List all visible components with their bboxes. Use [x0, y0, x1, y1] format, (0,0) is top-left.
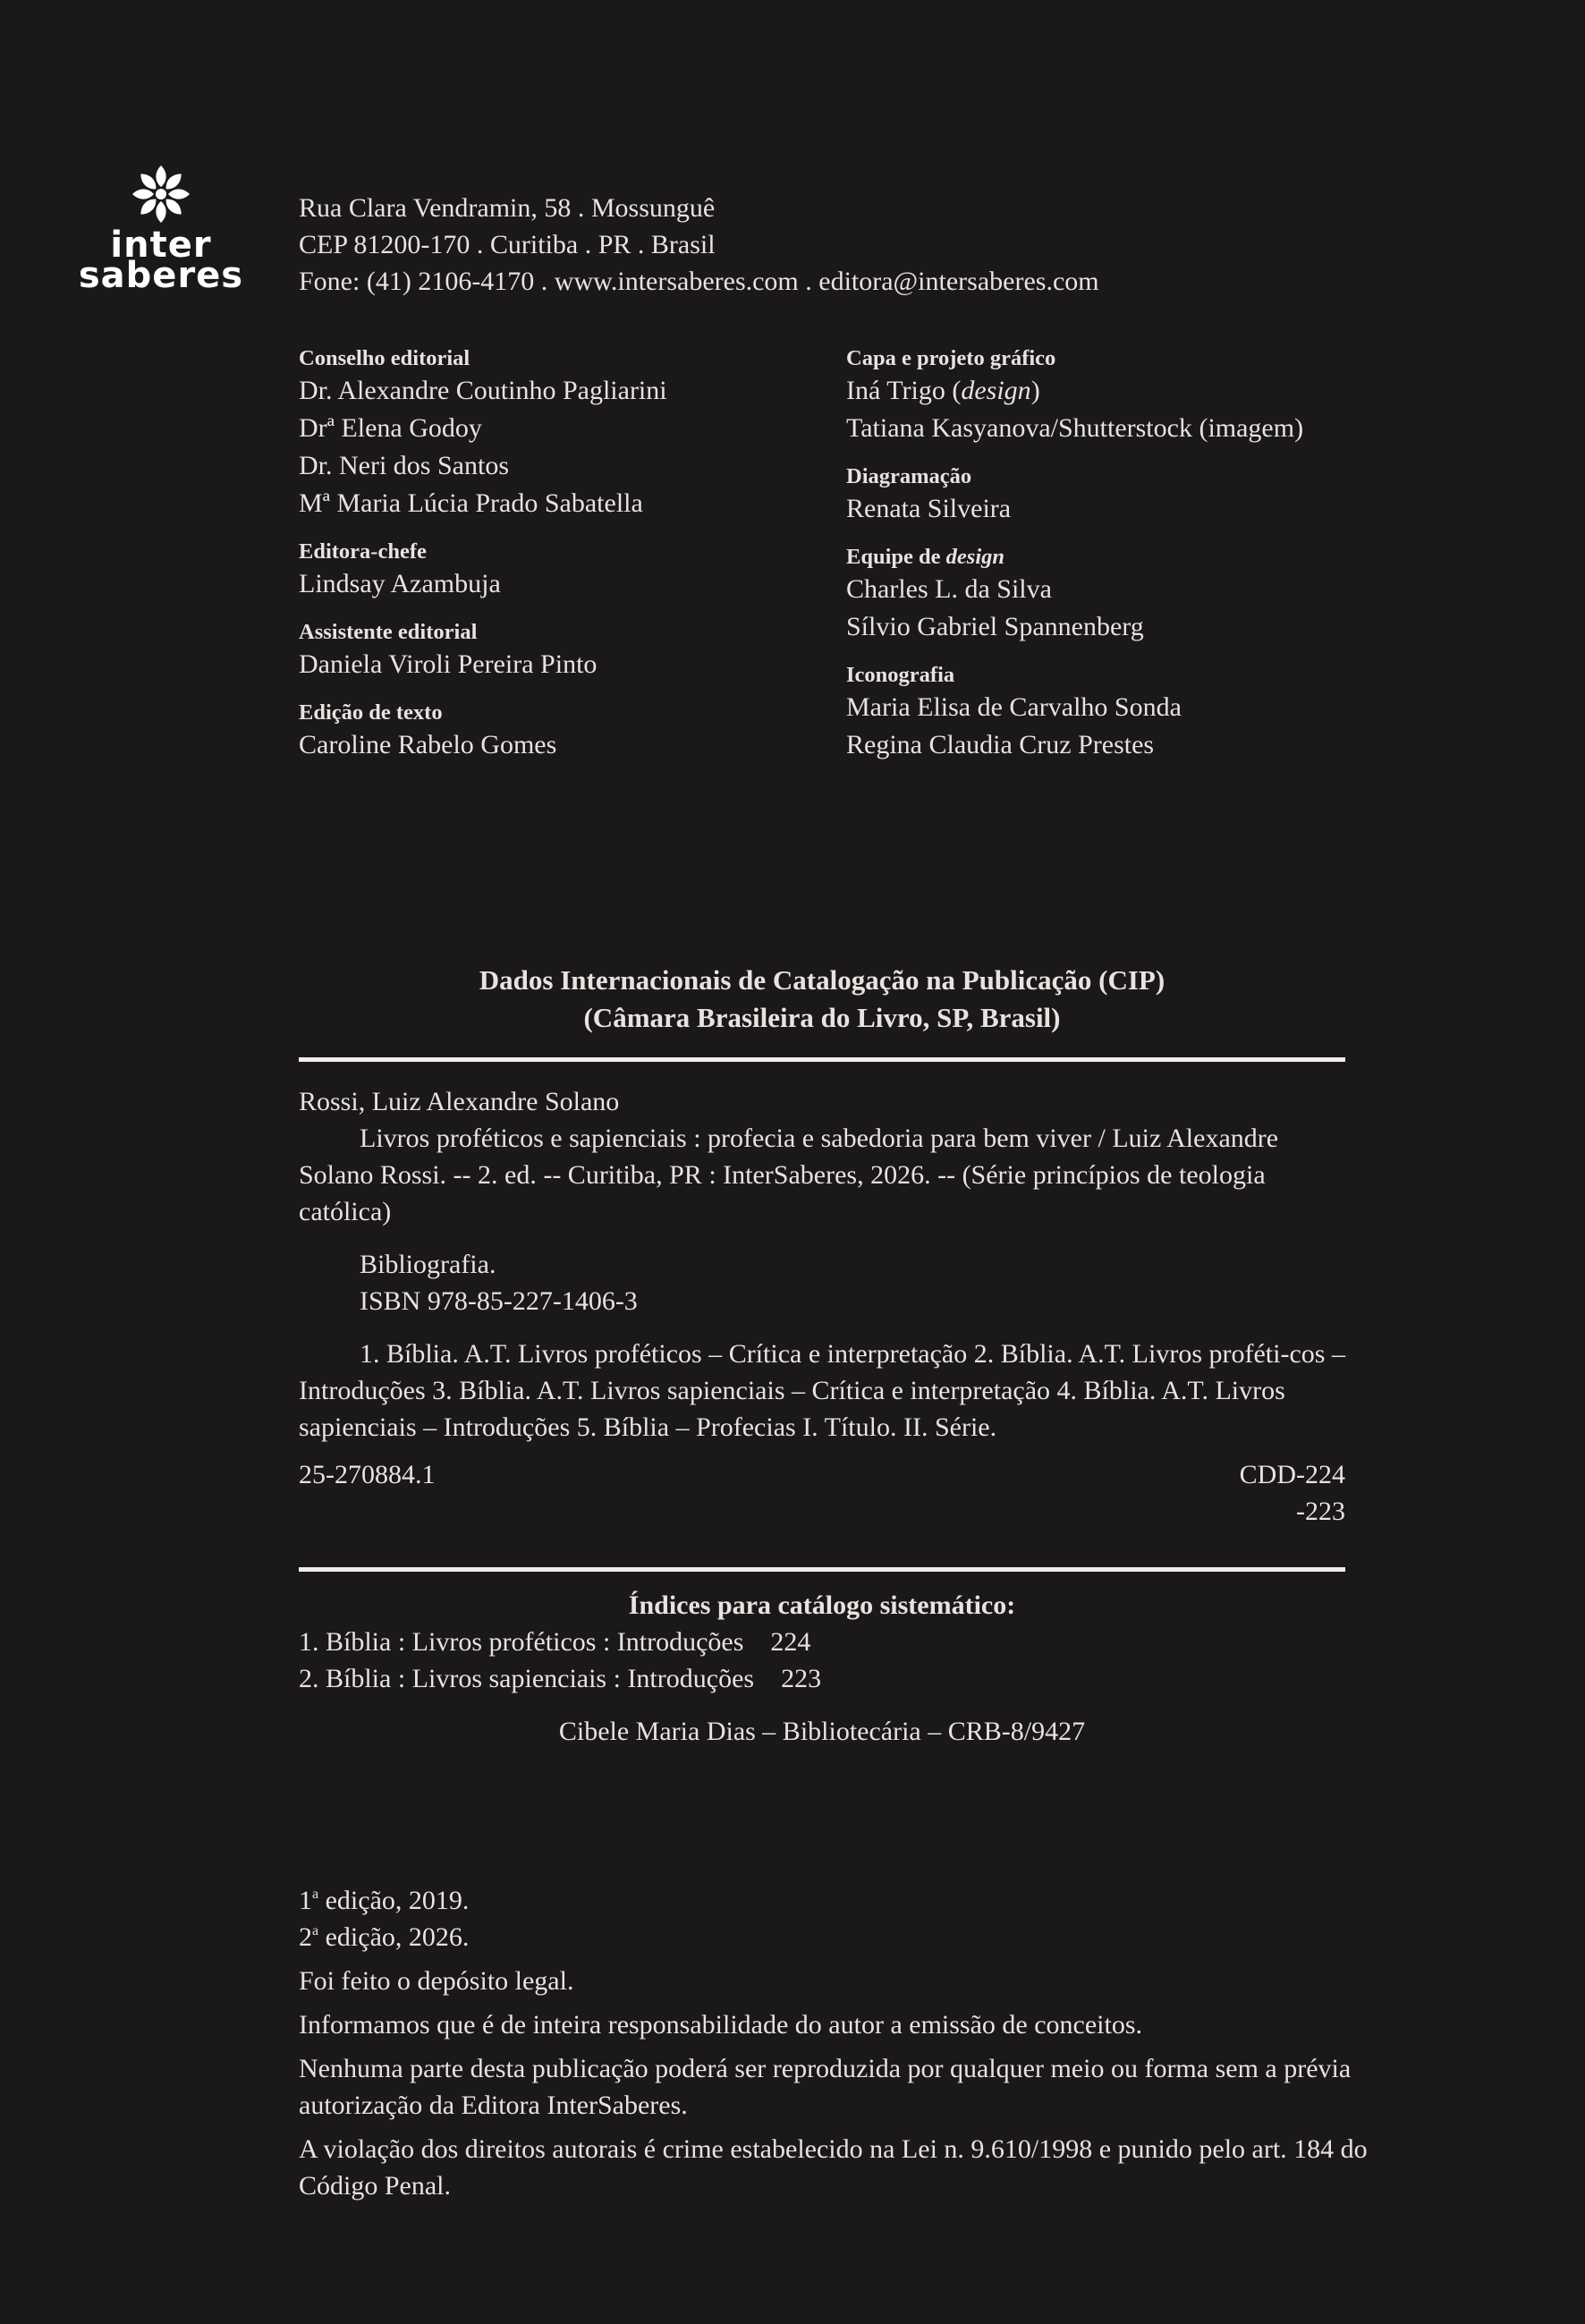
- cip-title: Dados Internacionais de Catalogação na Publicação (CIP): [479, 964, 1165, 996]
- contact-line: Fone: (41) 2106-4170 . www.intersaberes.com . editora@intersaberes.com: [299, 267, 1099, 296]
- editora-label: Editora-chefe: [299, 539, 427, 564]
- second-edition-text: edição, 2026.: [318, 1922, 470, 1952]
- conselho-member: Drª Elena Godoy: [299, 413, 482, 443]
- publisher-address: [299, 190, 1099, 300]
- equipe-label-text: Equipe de: [846, 545, 946, 569]
- cip-author: Rossi, Luiz Alexandre Solano: [299, 1087, 620, 1116]
- logo-word-saberes: saberes: [78, 255, 244, 296]
- equipe-member: Sílvio Gabriel Spannenberg: [846, 612, 1144, 641]
- first-edition-ordinal: a: [312, 1887, 319, 1902]
- capa-label: Capa e projeto gráfico: [846, 346, 1056, 370]
- legal-deposit-note: Foi feito o depósito legal.: [299, 1966, 574, 1996]
- conselho-member: Dr. Alexandre Coutinho Pagliarini: [299, 376, 667, 405]
- logo-word-inter: inter: [110, 225, 212, 266]
- iconografia-member: Regina Claudia Cruz Prestes: [846, 730, 1155, 759]
- cip-heading: [299, 962, 1345, 1037]
- first-edition-number: 1: [299, 1886, 312, 1915]
- equipe-label: [846, 544, 1401, 571]
- address-city-line: CEP 81200-170 . Curitiba . PR . Brasil: [299, 230, 716, 259]
- capa-credit: [846, 372, 1401, 410]
- cip-cdd-primary: CDD-224: [1239, 1460, 1345, 1489]
- cip-isbn: ISBN 978-85-227-1406-3: [360, 1286, 638, 1316]
- capa-credit-role: design: [961, 376, 1031, 405]
- capa-credit-close: ): [1030, 376, 1040, 405]
- cip-bibliography: Bibliografia.: [360, 1250, 496, 1279]
- cip-top-rule: [299, 1057, 1345, 1062]
- catalog-indices: [299, 1587, 1345, 1750]
- second-edition-number: 2: [299, 1922, 312, 1952]
- edition-notes: [299, 1882, 1372, 2211]
- copyright-violation-note: A violação dos direitos autorais é crime estabelecido na Lei n. 9.610/1998 e punido pelo art. 184 do Código Penal.: [299, 2134, 1368, 2201]
- cip-cdd-secondary: -223: [1296, 1497, 1345, 1526]
- conselho-member: Mª Maria Lúcia Prado Sabatella: [299, 488, 643, 518]
- cip-subtitle: (Câmara Brasileira do Livro, SP, Brasil): [583, 1002, 1061, 1033]
- second-edition: [299, 1919, 1372, 1955]
- second-edition-ordinal: a: [312, 1923, 319, 1938]
- credits-left-column: [299, 345, 800, 764]
- equipe-label-italic: design: [945, 545, 1004, 569]
- edicao-label: Edição de texto: [299, 700, 443, 725]
- cip-subjects: 1. Bíblia. A.T. Livros proféticos – Crítica e interpretação 2. Bíblia. A.T. Livros proféti-cos – Introduções 3. Bíblia. A.T. Livros sapienciais – Crítica e interpretação 4. Bíblia. A.T. Livros sapienciais – Introduções 5. Bíblia – Profecias I. Título. II. Série.: [299, 1339, 1345, 1442]
- capa-credit-image: Tatiana Kasyanova/Shutterstock (imagem): [846, 413, 1304, 443]
- index-item: [299, 1660, 1345, 1697]
- assistente-name: Daniela Viroli Pereira Pinto: [299, 649, 598, 679]
- cip-record-id: 25-270884.1: [299, 1460, 436, 1489]
- diagramacao-name: Renata Silveira: [846, 494, 1012, 523]
- conselho-label: Conselho editorial: [299, 346, 470, 370]
- index-item: [299, 1624, 1345, 1660]
- cip-record: [299, 1083, 1345, 1530]
- first-edition: [299, 1882, 1372, 1919]
- editora-name: Lindsay Azambuja: [299, 569, 501, 598]
- flower-icon: [77, 161, 245, 227]
- edicao-name: Caroline Rabelo Gomes: [299, 730, 557, 759]
- capa-credit-name: Iná Trigo (: [846, 376, 962, 405]
- cip-description: Livros proféticos e sapienciais : profecia e sabedoria para bem viver / Luiz Alexandre Solano Rossi. -- 2. ed. -- Curitiba, PR : InterSaberes, 2026. -- (Série princípios de teologia católica): [299, 1124, 1279, 1226]
- librarian-credit: Cibele Maria Dias – Bibliotecária – CRB-8/9427: [558, 1717, 1086, 1746]
- iconografia-label: Iconografia: [846, 663, 955, 687]
- cip-bottom-rule: [299, 1567, 1345, 1572]
- index-item-number: 223: [781, 1664, 822, 1693]
- responsibility-note: Informamos que é de inteira responsabilidade do autor a emissão de conceitos.: [299, 2010, 1143, 2040]
- iconografia-member: Maria Elisa de Carvalho Sonda: [846, 692, 1182, 722]
- diagramacao-label: Diagramação: [846, 464, 972, 488]
- address-line: Rua Clara Vendramin, 58 . Mossunguê: [299, 193, 716, 223]
- credits-right-column: [846, 345, 1401, 764]
- index-item-text: 2. Bíblia : Livros sapienciais : Introduções: [299, 1664, 755, 1693]
- index-item-text: 1. Bíblia : Livros proféticos : Introduções: [299, 1627, 744, 1657]
- assistente-label: Assistente editorial: [299, 620, 478, 644]
- indices-title: Índices para catálogo sistemático:: [628, 1590, 1016, 1620]
- reproduction-note: Nenhuma parte desta publicação poderá ser reproduzida por qualquer meio ou forma sem a prévia autorização da Editora InterSaberes.: [299, 2054, 1352, 2120]
- equipe-member: Charles L. da Silva: [846, 574, 1052, 604]
- conselho-member: Dr. Neri dos Santos: [299, 451, 509, 480]
- cip-classification-row: [299, 1456, 1345, 1493]
- index-item-number: 224: [770, 1627, 811, 1657]
- publisher-logo: [77, 161, 245, 295]
- first-edition-text: edição, 2019.: [318, 1886, 470, 1915]
